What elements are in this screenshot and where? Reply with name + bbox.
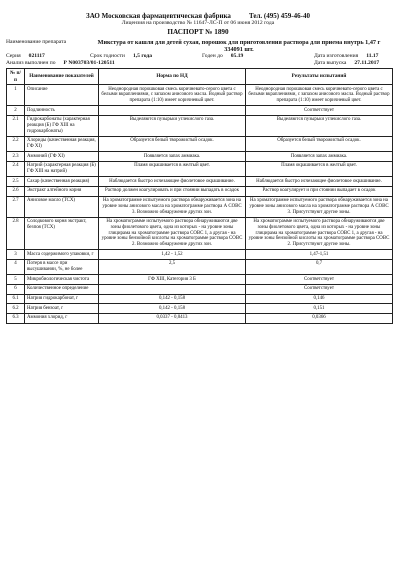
row-name: Аммония хлорид, г (25, 313, 99, 323)
table-row (7, 161, 393, 176)
table-row (7, 85, 393, 106)
row-num: 3 (7, 250, 25, 260)
row-result: 0,7 (246, 259, 393, 274)
row-num: 2.2 (7, 136, 25, 151)
table-body (7, 85, 393, 324)
analysis-label: Анализ выполнен по (6, 59, 56, 66)
row-num: 2.5 (7, 177, 25, 187)
row-num: 4 (7, 259, 25, 274)
row-num: 6.1 (7, 294, 25, 304)
row-num: 2.8 (7, 217, 25, 249)
row-name: Экстракт алтейного корня (25, 186, 99, 196)
row-norm: Пламя окрашивается в желтый цвет. (99, 161, 246, 176)
row-norm: ГФ XIII, Категория 3 Б (99, 275, 246, 285)
row-num: 6.2 (7, 304, 25, 314)
row-num: 2.1 (7, 115, 25, 136)
row-name: Аммоний (ГФ XI) (25, 152, 99, 162)
row-name: Гидрокарбонаты (характерная реакция (Б) ГФ XIII на гидрокарбонаты) (25, 115, 99, 136)
row-name: Хлориды (качественная реакция, ГФ XI) (25, 136, 99, 151)
col-header-norm: Норма по НД (99, 68, 246, 84)
row-name: Подлинность (25, 106, 99, 116)
row-norm: Выделяются пузырьки углекислого газа. (99, 115, 246, 136)
table-row (7, 136, 393, 151)
table-row (7, 275, 393, 285)
issued-label: Дата выпуска (314, 59, 347, 66)
row-norm: На хроматограмме испытуемого раствора обнаруживаются две зоны фиолетового цвета, одна из которых - на уровне зоны глицирама на хроматограмме раствора СОВС 1, а другая - на уровне зоны бензойной кислоты на хроматограмме раствора СОВС 2. Возможно обнаружение других зон. (99, 217, 246, 249)
valid-value: 05.19 (230, 53, 244, 59)
product-name: Микстура от кашля для детей сухая, порошок для приготовления раствора для приема внутрь 1,47 г 334091 шт. (97, 38, 381, 53)
col-header-result: Результаты испытаний (246, 68, 393, 84)
row-name: Солодкового корня экстракт, безпоя (ТСХ) (25, 217, 99, 249)
table-row (7, 313, 393, 323)
row-result: 0,146 (246, 294, 393, 304)
table-row (7, 196, 393, 217)
row-norm: 2,5 (99, 259, 246, 274)
table-row (7, 106, 393, 116)
row-norm (99, 284, 246, 294)
meta-row-1 (6, 53, 390, 60)
license-line: Лицензия на производство № 11647-ЛС-П от 06 июня 2012 года (121, 20, 275, 27)
analysis-value: Р N003703/01-120511 (63, 59, 115, 66)
row-result: На хроматограмме испытуемого раствора обнаруживаются две зоны фиолетового цвета, одна из которых - на уровне зоны глицирама на хроматограмме раствора СОВС 1, а другая - на уровне зоны бензойной кислоты на хроматограмме раствора СОВС 2. Присутствуют другие зоны. (246, 217, 393, 249)
made-cell (314, 53, 390, 60)
table-row (7, 250, 393, 260)
row-result: На хроматограмме испытуемого раствора обнаруживается зона на уровне зоны анисового масла на хроматограмме раствора А СОВС 3. Присутствуют другие зоны. (246, 196, 393, 217)
meta-row-2 (6, 60, 390, 67)
results-table (6, 68, 393, 324)
table-row (7, 177, 393, 187)
table-row (7, 115, 393, 136)
row-num: 2.3 (7, 152, 25, 162)
shelf-label: Срок годности (90, 53, 125, 59)
series-label: Серия (6, 53, 21, 59)
row-norm: 0,0337 - 0,0413 (99, 313, 246, 323)
company-line (6, 12, 390, 20)
row-num: 6.3 (7, 313, 25, 323)
issued-cell (314, 60, 390, 67)
row-name: Потеря в массе при высушивании, %, не более (25, 259, 99, 274)
valid-cell (202, 53, 314, 60)
row-name: Микробиологическая чистота (25, 275, 99, 285)
row-result: Наблюдается быстро исчезающее фиолетовое окрашивание. (246, 177, 393, 187)
row-norm: Наблюдается быстро исчезающее фиолетовое окрашивание. (99, 177, 246, 187)
row-result: Пламя окрашивается в желтый цвет. (246, 161, 393, 176)
row-name: Натрия гидрокарбонат, г (25, 294, 99, 304)
shelf-cell (90, 53, 202, 60)
row-norm (99, 106, 246, 116)
row-norm: 1,42 - 1,52 (99, 250, 246, 260)
document-header (6, 12, 390, 37)
row-result: 0,151 (246, 304, 393, 314)
row-name: Масса содержимого упаковки, г (25, 250, 99, 260)
row-result: Неоднородная порошковая смесь коричневато-серого цвета с белыми вкраплениями, с запахом анисового масла. Водный раствор препарата (1:10) имеет коричневый цвет. (246, 85, 393, 106)
passport-title: ПАСПОРТ № 1890 (167, 28, 229, 37)
row-name: Натрий (характерная реакция (Б) ГФ XIII на натрий) (25, 161, 99, 176)
row-norm: Появляется запах аммиака. (99, 152, 246, 162)
company-name: ЗАО Московская фармацевтическая фабрика (86, 12, 231, 20)
product-label: Наименование препарата (6, 38, 67, 45)
row-result: 1,47-1,51 (246, 250, 393, 260)
row-name: Количественное определение (25, 284, 99, 294)
row-result: Появляется запах аммиака. (246, 152, 393, 162)
row-result: Соответствует (246, 284, 393, 294)
row-norm: Образуется белый творожистый осадок. (99, 136, 246, 151)
row-result: Раствор коагулирует и при стоянии выпадает в осадок (246, 186, 393, 196)
table-row (7, 152, 393, 162)
row-num: 6 (7, 284, 25, 294)
row-norm: 0,142 - 0,158 (99, 304, 246, 314)
row-name: Анисовое масло (ТСХ) (25, 196, 99, 217)
series-cell (6, 53, 90, 60)
analysis-cell (6, 60, 314, 67)
company-phone: Тел. (495) 459-46-40 (248, 12, 310, 20)
table-row (7, 294, 393, 304)
made-label: Дата изготовления (314, 53, 359, 59)
row-name: Натрия бензоат, г (25, 304, 99, 314)
series-value: 021117 (28, 53, 45, 59)
table-row (7, 259, 393, 274)
row-norm: Раствор должен коагулировать и при стоянии выпадать в осадок (99, 186, 246, 196)
shelf-value: 1,5 года (132, 53, 152, 59)
valid-label: Годен до (202, 53, 223, 59)
table-row (7, 217, 393, 249)
col-header-num: № п/п (7, 68, 25, 84)
issued-value: 27.11.2017 (354, 59, 380, 66)
made-value: 11.17 (366, 53, 379, 59)
row-num: 2.6 (7, 186, 25, 196)
table-row (7, 284, 393, 294)
col-header-name: Наименование показателей (25, 68, 99, 84)
row-result: Выделяются пузырьки углекислого газа. (246, 115, 393, 136)
row-result: Соответствует (246, 275, 393, 285)
table-row (7, 186, 393, 196)
table-header-row (7, 68, 393, 84)
row-norm: На хроматограмме испытуемого раствора обнаруживается зона на уровне зоны анисового масла на хроматограмме раствора А СОВС 3. Возможно обнаружение других зон. (99, 196, 246, 217)
row-num: 1 (7, 85, 25, 106)
row-result: Соответствует (246, 106, 393, 116)
row-num: 2.4 (7, 161, 25, 176)
row-num: 2 (7, 106, 25, 116)
row-name: Сахар (качественная реакция) (25, 177, 99, 187)
row-name: Описание (25, 85, 99, 106)
row-norm: Неоднородная порошковая смесь коричневато-серого цвета с белыми вкраплениями, с запахом анисового масла. Водный раствор препарата (1:10) имеет коричневый цвет. (99, 85, 246, 106)
row-norm: 0,142 - 0,158 (99, 294, 246, 304)
product-row (6, 39, 390, 53)
table-row (7, 304, 393, 314)
row-result: Образуется белый творожистый осадок. (246, 136, 393, 151)
row-num: 2.7 (7, 196, 25, 217)
row-num: 5 (7, 275, 25, 285)
row-result: 0,0366 (246, 313, 393, 323)
